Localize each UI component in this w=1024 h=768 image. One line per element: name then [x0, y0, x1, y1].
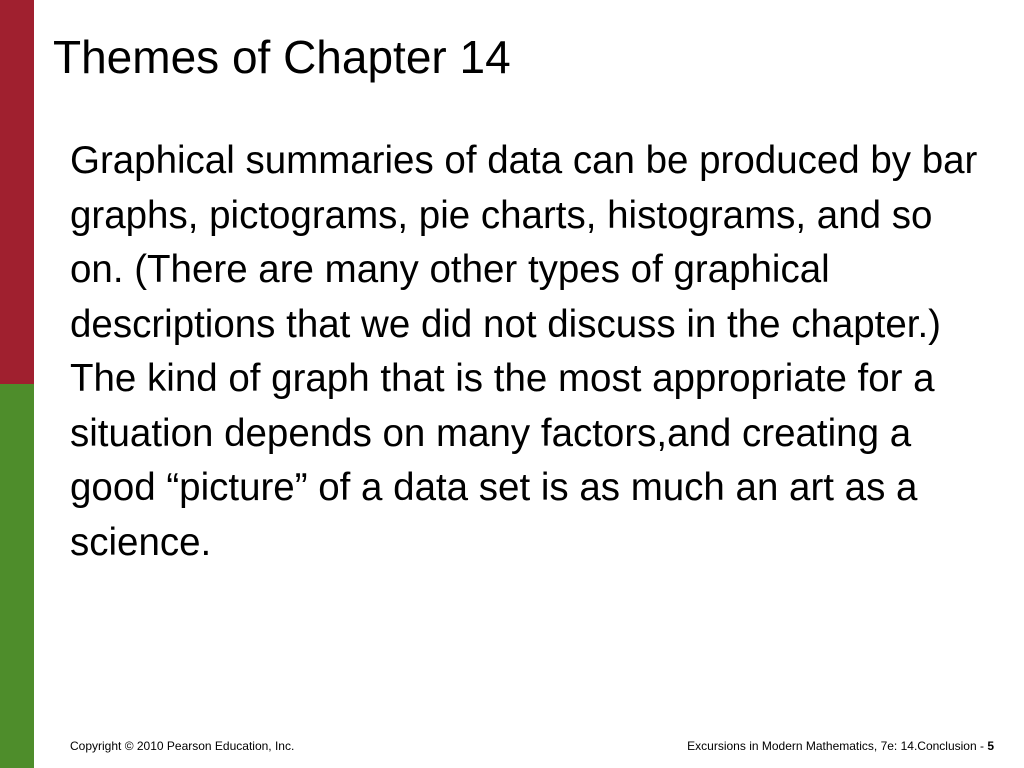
footer-source-text: Excursions in Modern Mathematics, 7e: 14.Conclusion -: [687, 739, 988, 753]
accent-stripe-green: [0, 384, 34, 768]
page-number: 5: [987, 739, 994, 753]
slide-body-text: Graphical summaries of data can be produced by bar graphs, pictograms, pie charts, histograms, and so on. (There are many other types of graphical descriptions that we did not discuss in the chapter.) The kind of graph that is the most appropriate for a situation depends on many factors,and creating a good “picture” of a data set is as much an art as a science.: [70, 139, 978, 564]
slide-title: Themes of Chapter 14: [53, 31, 511, 83]
accent-stripe-red: [0, 0, 34, 384]
footer-copyright: Copyright © 2010 Pearson Education, Inc.: [70, 739, 295, 753]
footer-source: [687, 739, 994, 753]
